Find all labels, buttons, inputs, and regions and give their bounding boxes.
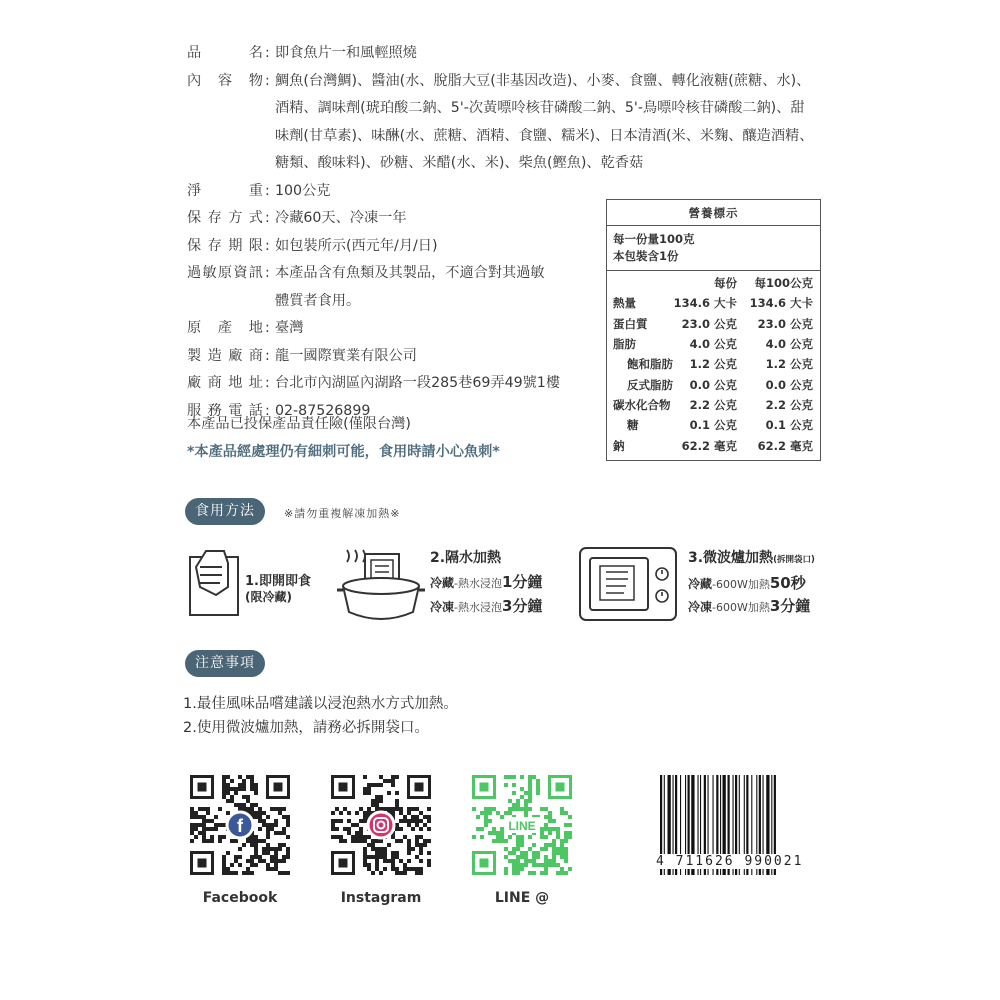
info-row <box>187 68 813 178</box>
nutrient-per-serving: 0.1 公克 <box>689 418 737 433</box>
notice-item: 1.最佳風味品嚐建議以浸泡熱水方式加熱。 <box>183 696 458 712</box>
serving-info <box>607 226 820 271</box>
package-icon <box>186 545 242 617</box>
serving-size: 每一份量100克 <box>613 232 695 246</box>
nutrient-name: 脂肪 <box>613 337 636 352</box>
nutrient-per-serving: 62.2 毫克 <box>681 438 737 453</box>
nutrient-per-serving: 2.2 公克 <box>689 397 737 412</box>
info-label: 品 名 : <box>187 45 270 61</box>
nutrient-per-100g: 2.2 公克 <box>765 397 813 412</box>
usage-heading: 食用方法 <box>185 498 265 525</box>
nutrition-row <box>607 293 820 313</box>
info-value: 100公克 <box>275 182 331 199</box>
instagram-label: Instagram <box>340 890 422 906</box>
nutrition-row <box>607 435 820 455</box>
line-icon <box>504 817 540 833</box>
nutrition-row <box>607 374 820 394</box>
step1-title: 1.即開即食 <box>245 574 311 589</box>
nutrition-facts-panel <box>606 199 821 461</box>
info-row <box>187 40 417 68</box>
instagram-qr-code[interactable] <box>331 775 431 875</box>
nutrient-per-100g: 0.0 公克 <box>765 377 813 392</box>
nutrient-per-serving: 1.2 公克 <box>689 357 737 372</box>
nutrient-name: 熱量 <box>613 296 636 311</box>
step3-frozen: 冷凍-600W加熱3分鐘 <box>688 597 811 615</box>
info-value: 02-87526899 <box>275 402 371 419</box>
nutrient-name: 反式脂肪 <box>627 377 673 392</box>
info-label: 服 務 電 話 : <box>187 402 270 419</box>
nutrient-per-100g: 4.0 公克 <box>765 337 813 352</box>
nutrition-row <box>607 354 820 374</box>
info-label: 保 存 期 限 : <box>187 237 270 254</box>
info-value: 本產品含有魚類及其製品，不適合對其過敏 體質者食用。 <box>275 265 545 309</box>
nutrition-row <box>607 415 820 435</box>
step3-title-line: 3.微波爐加熱(拆開袋口) <box>688 550 815 566</box>
nutrient-per-100g: 62.2 毫克 <box>757 438 813 453</box>
info-value: 龍一國際實業有限公司 <box>275 347 417 364</box>
info-row <box>187 205 407 233</box>
line-label: LINE @ <box>494 890 550 906</box>
nutrient-per-serving: 4.0 公克 <box>689 337 737 352</box>
info-value: 如包裝所示(西元年/月/日) <box>275 237 438 254</box>
info-label: 保 存 方 式 : <box>187 210 270 226</box>
info-row <box>187 260 545 315</box>
info-value: 即食魚片一和風輕照燒 <box>275 45 417 61</box>
servings-per-pack: 本包裝含1份 <box>613 249 679 263</box>
step2-title: 2.隔水加熱 <box>430 550 502 566</box>
svg-text:f: f <box>237 816 243 836</box>
nutrient-per-100g: 1.2 公克 <box>765 357 813 372</box>
notice-heading: 注意事項 <box>185 650 265 677</box>
step3-chill: 冷藏-600W加熱50秒 <box>688 574 806 592</box>
nutrient-per-serving: 0.0 公克 <box>689 377 737 392</box>
facebook-label: Facebook <box>202 890 278 906</box>
info-label: 過 敏 原 資 訊 : <box>187 265 270 281</box>
info-row <box>187 233 438 261</box>
nutrient-name: 碳水化合物 <box>613 397 671 412</box>
nutrient-name: 鈉 <box>613 438 625 453</box>
nutrient-per-100g: 134.6 大卡 <box>749 296 813 311</box>
info-label: 淨 重 : <box>187 182 270 199</box>
line-qr-code[interactable] <box>472 775 572 875</box>
nutrient-per-100g: 23.0 公克 <box>757 316 813 331</box>
nutrient-name: 糖 <box>627 418 639 433</box>
step1-sub: (限冷藏) <box>245 590 292 604</box>
nutrition-header-row <box>607 273 820 293</box>
col-per-serving: 每份 <box>714 276 737 291</box>
nutrition-row <box>607 334 820 354</box>
facebook-qr-code[interactable] <box>190 775 290 875</box>
instagram-icon <box>368 812 394 838</box>
nutrient-name: 飽和脂肪 <box>627 357 673 372</box>
usage-note: ※請勿重複解凍加熱※ <box>284 507 401 520</box>
svg-text:LINE: LINE <box>508 819 536 833</box>
nutrition-row <box>607 395 820 415</box>
facebook-icon <box>227 812 253 838</box>
insurance-note: 本產品已投保產品責任險(僅限台灣) <box>187 416 411 432</box>
info-value: 冷藏60天、冷凍一年 <box>275 210 407 226</box>
col-per-100g: 每100公克 <box>754 276 813 291</box>
info-value: 台北市內湖區內湖路一段285巷69弄49號1樓 <box>275 375 561 391</box>
info-row <box>187 178 330 206</box>
barcode-number: 4 711626 990021 <box>656 854 814 869</box>
notice-item: 2.使用微波爐加熱，請務必拆開袋口。 <box>183 720 429 736</box>
step2-frozen: 冷凍-熱水浸泡3分鐘 <box>430 597 543 615</box>
info-row <box>187 370 560 398</box>
info-label: 內 容 物 : <box>187 72 270 89</box>
info-label: 廠 商 地 址 : <box>187 375 270 391</box>
nutrient-name: 蛋白質 <box>613 316 648 331</box>
info-row <box>187 343 417 371</box>
fish-bone-warning: *本產品經處理仍有細刺可能，食用時請小心魚刺* <box>187 444 500 460</box>
info-value: 臺灣 <box>275 320 304 336</box>
nutrient-per-100g: 0.1 公克 <box>765 418 813 433</box>
info-label: 製 造 廠 商 : <box>187 347 270 364</box>
microwave-icon <box>578 546 680 624</box>
nutrient-per-serving: 23.0 公克 <box>681 316 737 331</box>
nutrition-title: 營養標示 <box>607 200 820 226</box>
info-value: 鯛魚(台灣鯛)、醬油(水、脫脂大豆(非基因改造)、小麥、食鹽、轉化液糖(蔗糖、水)、 酒精、調味劑(琥珀酸二鈉、5'-次黃嘌呤核苷磷酸二鈉、5'-鳥嘌呤核苷磷酸二鈉)、甜 味劑(甘草素)、味醂(水、蔗糖、酒精、食鹽、糯米)、日本清酒(米、米麴、釀造酒精、 糖類、酸味料)、砂糖、米醋(水、米)、柴魚(鰹魚)、乾香菇 <box>275 72 814 171</box>
hot-water-pot-icon <box>335 546 427 624</box>
nutrition-table <box>607 273 820 456</box>
info-row <box>187 315 303 343</box>
nutrition-row <box>607 314 820 334</box>
info-label: 原 產 地 : <box>187 320 270 336</box>
nutrient-per-serving: 134.6 大卡 <box>673 296 737 311</box>
step2-chill: 冷藏-熱水浸泡1分鐘 <box>430 573 543 591</box>
